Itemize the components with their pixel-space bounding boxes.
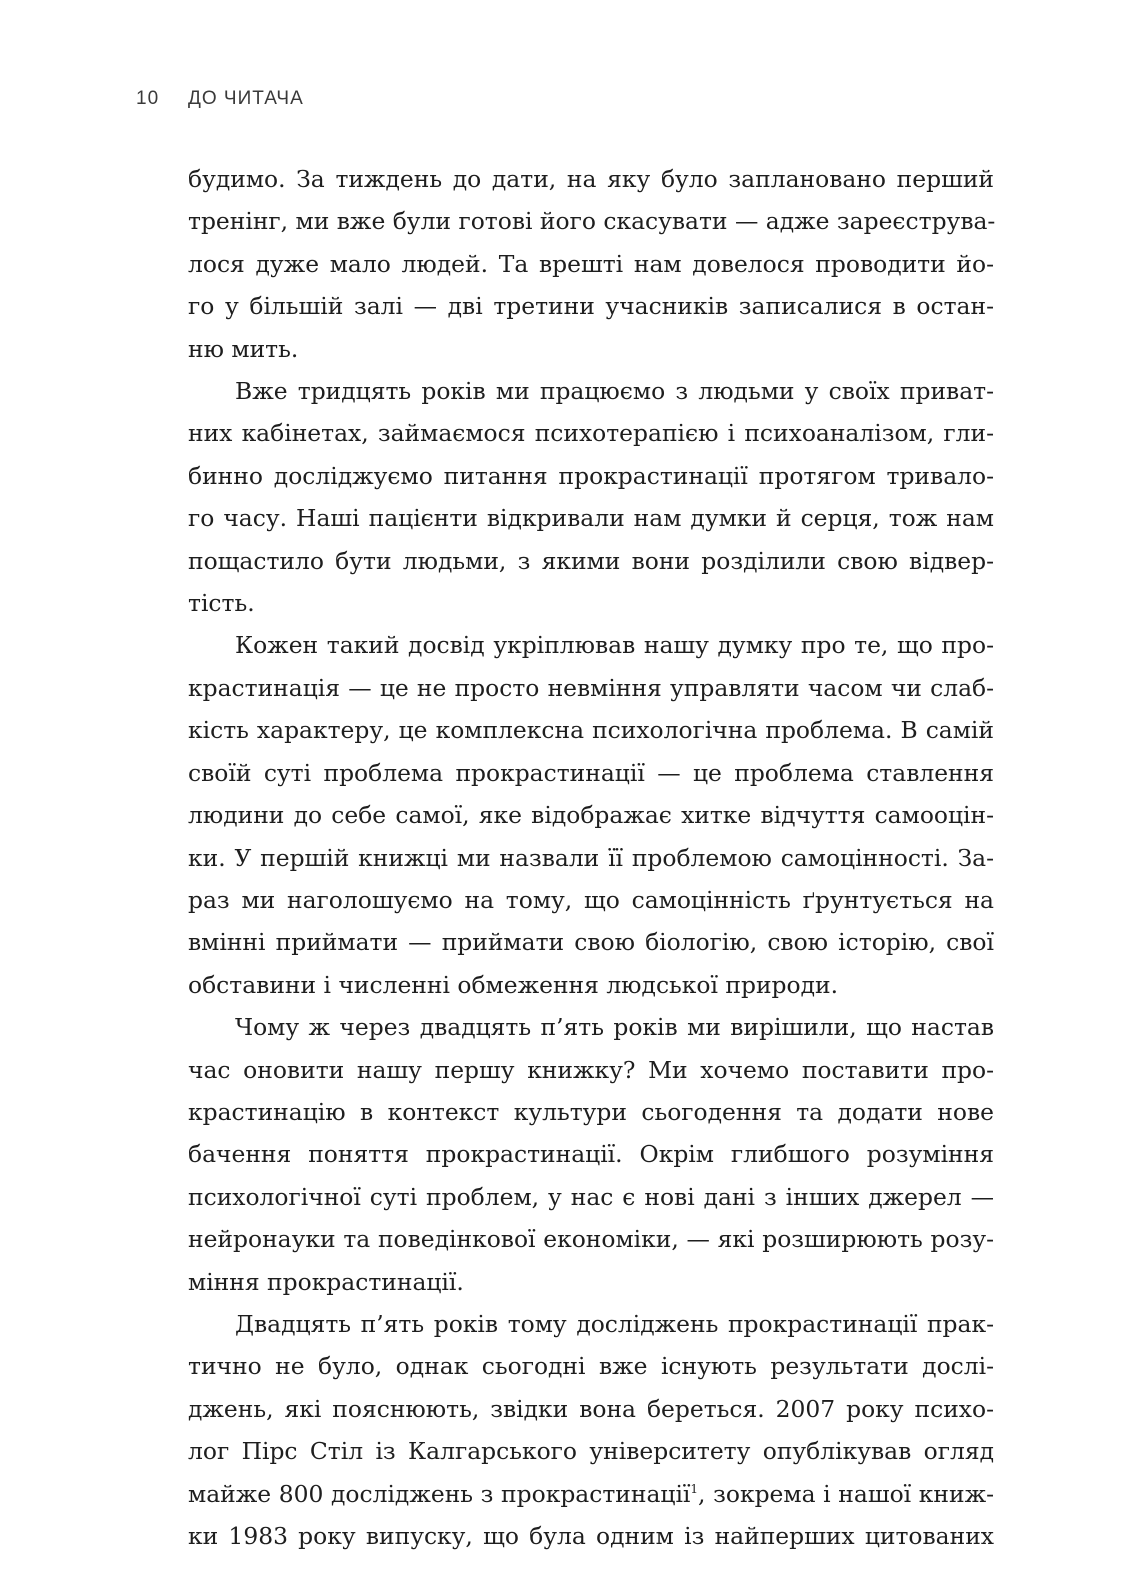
text-line: час оновити нашу першу книжку? Ми хочемо поставити про-: [188, 1055, 994, 1084]
text-line: нейронауки та поведінкової економіки, — які розширюють розу-: [188, 1225, 994, 1254]
text-line: тично не було, однак сьогодні вже існують результати дослі-: [188, 1352, 994, 1381]
paragraph: [188, 1303, 994, 1557]
text-line: обставини і численні обмеження людської природи.: [188, 970, 839, 999]
text-line: Двадцять п’ять років тому досліджень прокрастинації прак-: [235, 1309, 994, 1338]
text-line: будимо. За тиждень до дати, на яку було заплановано перший: [188, 165, 994, 193]
paragraph: [188, 158, 994, 370]
running-head: [136, 88, 304, 110]
text-line: крастинація — це не просто невміння управляти часом чи слаб-: [188, 673, 994, 702]
text-line: вмінні приймати — приймати свою біологію, свою історію, свої: [188, 928, 994, 957]
paragraph: [188, 624, 994, 1006]
text-line: пощастило бути людьми, з якими вони розділили свою відвер-: [188, 546, 994, 575]
text-line: кість характеру, це комплексна психологічна проблема. В самій: [188, 716, 994, 745]
text-line: бинно досліджуємо питання прокрастинації протягом тривало-: [188, 461, 994, 490]
text-line: них кабінетах, займаємося психотерапією і психоаналізом, гли-: [188, 419, 994, 448]
text-line: ки. У першій книжці ми назвали її проблемою самоцінності. За-: [188, 843, 994, 872]
text-line-start: майже 800 досліджень з прокрастинації: [188, 1479, 691, 1508]
text-line: крастинацію в контекст культури сьогодення та додати нове: [188, 1097, 994, 1126]
footnote-marker[interactable]: 1: [690, 1481, 699, 1496]
text-line-with-footnote: [188, 1473, 994, 1515]
text-line: людини до себе самої, яке відображає хитке відчуття самооцін-: [188, 801, 994, 830]
text-line: го часу. Наші пацієнти відкривали нам думки й серця, тож нам: [188, 504, 994, 533]
text-line: джень, які пояснюють, звідки вона береться. 2007 року психо-: [188, 1394, 994, 1423]
text-line: Вже тридцять років ми працюємо з людьми у своїх приват-: [235, 377, 994, 406]
text-line: лог Пірс Стіл із Калгарського університету опублікував огляд: [188, 1437, 994, 1466]
text-line: ню мить.: [188, 334, 299, 363]
text-line: ки 1983 року випуску, що була одним із найперших цитованих: [188, 1522, 994, 1550]
text-line: бачення поняття прокрастинації. Окрім глибшого розуміння: [188, 1140, 994, 1169]
page-number: 10: [136, 88, 160, 109]
text-line-end: , зокрема і нашої книж-: [698, 1479, 994, 1508]
body-text: [188, 158, 994, 1557]
section-title: ДО ЧИТАЧА: [188, 88, 304, 109]
text-line: го у більшій залі — дві третини учасників записалися в остан-: [188, 292, 994, 321]
text-line: Кожен такий досвід укріплював нашу думку про те, що про-: [235, 631, 994, 660]
text-line: раз ми наголошуємо на тому, що самоцінність ґрунтується на: [188, 885, 994, 914]
paragraph: [188, 370, 994, 624]
text-line: міння прокрастинації.: [188, 1267, 464, 1296]
text-line: психологічної суті проблем, у нас є нові дані з інших джерел —: [188, 1182, 994, 1211]
text-line: лося дуже мало людей. Та врешті нам довелося проводити йо-: [188, 249, 994, 278]
paragraph: [188, 1006, 994, 1303]
text-line: Чому ж через двадцять п’ять років ми вирішили, що настав: [235, 1013, 994, 1042]
text-line: своїй суті проблема прокрастинації — це проблема ставлення: [188, 758, 994, 787]
text-line: тість.: [188, 589, 255, 618]
text-line: тренінг, ми вже були готові його скасувати — адже зареєструва-: [188, 207, 996, 236]
